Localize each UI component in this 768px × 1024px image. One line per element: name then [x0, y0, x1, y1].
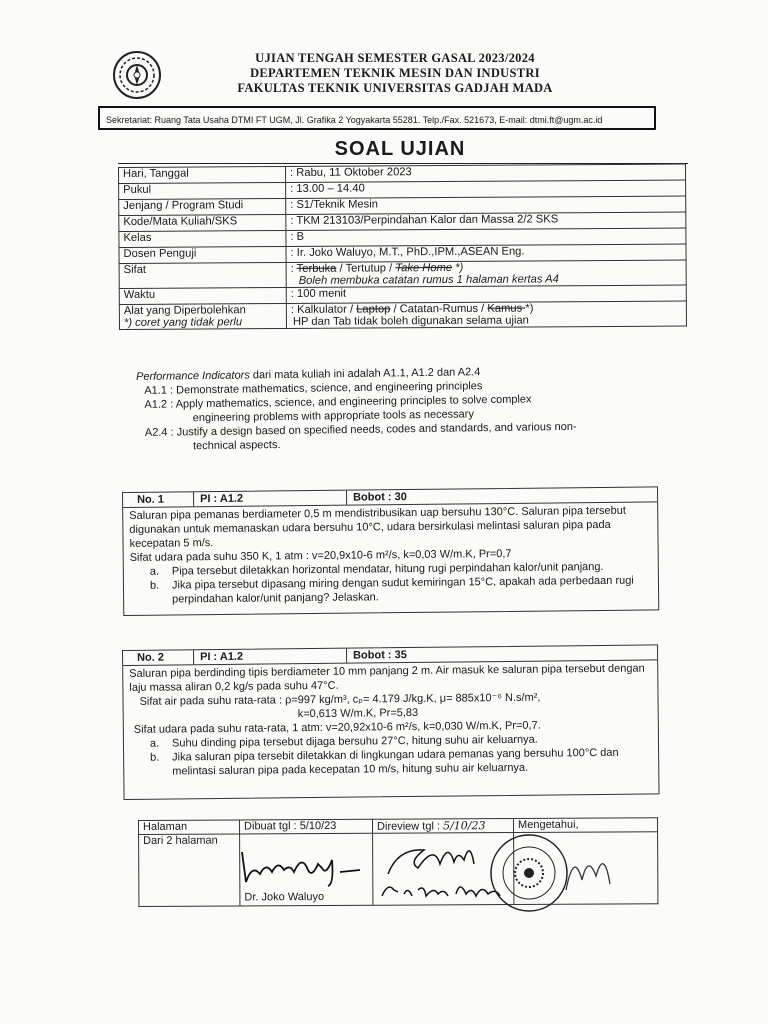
question-2 — [122, 644, 660, 800]
question-weight: Bobot : 30 — [353, 491, 407, 504]
acknowledged-label: Mengetahui, — [513, 818, 657, 833]
alat-laptop: Laptop — [356, 303, 391, 316]
department-line: DEPARTEMEN TEKNIK MESIN DAN INDUSTRI — [250, 66, 540, 80]
exam-title-line: UJIAN TENGAH SEMESTER GASAL 2023/2024 — [255, 51, 535, 65]
question-properties: Sifat udara pada suhu 350 K, 1 atm : v=20,9x10-6 m²/s, k=0,03 W/m.K, Pr=0,7 — [129, 547, 512, 564]
exam-info-table — [118, 164, 687, 330]
part-label: b. — [150, 751, 160, 764]
author-signature-icon — [236, 842, 366, 890]
sifat-option-take-home: Take Home — [395, 261, 453, 275]
part-label: a. — [149, 565, 160, 578]
question-properties-air: Sifat udara pada suhu rata-rata, 1 atm: v=20,92x10-6 m²/s, k=0,030 W/m.K, Pr=0,7. — [133, 719, 541, 736]
info-value — [286, 301, 686, 328]
question-pi: PI : A1.2 — [194, 649, 347, 665]
info-value: : 100 menit — [286, 285, 686, 303]
info-key — [119, 303, 286, 329]
info-value: : Rabu, 11 Oktober 2023 — [285, 164, 685, 182]
alat-note: HP dan Tab tidak boleh digunakan selama ujian — [292, 314, 529, 328]
alat-kalkulator: : Kalkulator / — [290, 303, 357, 316]
info-key: Kode/Mata Kuliah/SKS — [119, 214, 286, 231]
question-text: Saluran pipa pemanas berdiameter 0,5 m mendistribusikan uap bersuhu 130°C. Saluran pipa tersebut digunakan untuk memanaskan udara bersuhu 10°C, udara bersirkulasi melintasi saluran pipa pada kecepatan 5 m/s. — [129, 504, 626, 550]
sifat-option-terbuka: Terbuka — [296, 262, 337, 275]
pi-intro-italic: Performance Indicators — [136, 369, 250, 383]
question-weight: Bobot : 35 — [353, 649, 407, 662]
created-date: Dibuat tgl : 5/10/23 — [240, 819, 373, 834]
reviewed-label: Direview tgl : — [377, 820, 444, 833]
strike-note: *) coret yang tidak perlu — [123, 316, 243, 329]
info-value: : B — [286, 228, 686, 246]
sifat-colon: : — [290, 262, 297, 275]
pi-a11: A1.1 : Demonstrate mathematics, science, and engineering principles — [144, 380, 483, 397]
part-text: Suhu dinding pipa tersebut dijaga bersuhu 27°C, hitung suhu air keluarnya. — [171, 733, 538, 750]
question-part-b — [150, 745, 652, 778]
reviewed-date-handwritten: 5/10/23 — [443, 819, 486, 833]
alat-footnote-mark: *) — [525, 302, 534, 315]
info-value: : 13.00 – 14.40 — [286, 180, 686, 198]
sifat-option-tertutup: / Tertutup / — [336, 262, 396, 275]
secretariat-address: Sekretariat: Ruang Tata Usaha DTMI FT UGM, Jl. Grafika 2 Yogyakarta 55281. Telp./Fax. 521673, E-mail: dtmi.ft@ugm.ac.id — [98, 106, 656, 130]
question-number: No. 1 — [123, 492, 194, 507]
ugm-logo-icon — [112, 50, 162, 100]
question-1 — [122, 486, 659, 616]
performance-indicators — [136, 363, 657, 454]
part-text: Jika saluran pipa tersebit diletakkan di lingkungan udara pemanas yang bersuhu 100°C dan melintasi saluran pipa pada kecepatan 10 m/s, hitung suhu air keluarnya. — [172, 746, 619, 778]
page-title: SOAL UJIAN — [334, 138, 466, 160]
alat-key: Alat yang Diperbolehkan — [123, 304, 246, 317]
info-value: : Ir. Joko Waluyo, M.T., PhD.,IPM.,ASEAN Eng. — [286, 244, 686, 262]
university-stamp-icon — [488, 832, 570, 914]
faculty-line: FAKULTAS TEKNIK UNIVERSITAS GADJAH MADA — [237, 81, 553, 95]
info-value — [286, 260, 686, 287]
question-properties-water-cont: k=0,613 W/m.K, Pr=5,83 — [297, 706, 419, 721]
pi-a12: A1.2 : Apply mathematics, science, and engineering principles to solve complex — [144, 393, 532, 411]
info-key: Jenjang / Program Studi — [119, 198, 286, 215]
part-label: a. — [149, 737, 160, 750]
page-label: Halaman — [139, 820, 240, 835]
pi-a24-cont: technical aspects. — [192, 438, 281, 453]
question-text: Saluran pipa berdinding tipis berdiameter 10 mm panjang 2 m. Air masuk ke saluran pipa tersebut dengan laju massa aliran 0,2 kg/s pada suhu 47°C. — [129, 662, 645, 694]
info-value: : TKM 213103/Perpindahan Kalor dan Massa 2/2 SKS — [286, 212, 686, 230]
sifat-note: Boleh membuka catatan rumus 1 halaman kertas A4 — [298, 273, 559, 287]
info-key: Waktu — [119, 287, 286, 304]
info-key: Dosen Penguji — [119, 246, 286, 263]
pi-intro-rest: dari mata kuliah ini adalah A1.1, A1.2 dan A2.4 — [249, 366, 481, 382]
info-key: Pukul — [119, 182, 286, 199]
sifat-footnote-mark: *) — [452, 261, 464, 274]
question-properties-water: Sifat air pada suhu rata-rata : ρ=997 kg/m³, cₚ= 4.179 J/kg.K, μ= 885x10⁻⁶ N.s/m², — [139, 691, 541, 708]
part-label: b. — [149, 579, 160, 592]
acknowledgement-signature-icon — [560, 840, 620, 900]
page-count: Dari 2 halaman — [139, 834, 240, 907]
part-text: Jika pipa tersebut dipasang miring dengan sudut kemiringan 15°C, apakah ada perbedaan rugi perpindahan kalor/unit panjang? Jelaskan. — [171, 574, 634, 606]
alat-catatan: / Catatan-Rumus / — [390, 302, 488, 316]
question-part-b — [150, 573, 652, 606]
alat-kamus: Kamus — [487, 302, 526, 315]
info-value: : S1/Teknik Mesin — [286, 196, 686, 214]
question-number: No. 2 — [123, 650, 194, 665]
pi-a12-cont: engineering problems with appropriate tools as necessary — [192, 408, 475, 425]
info-key: Hari, Tanggal — [119, 166, 286, 183]
question-pi: PI : A1.2 — [194, 491, 347, 507]
pi-a24: A2.4 : Justify a design based on specified needs, codes and standards, and various non- — [144, 420, 577, 439]
info-key: Sifat — [119, 262, 286, 288]
author-name: Dr. Joko Waluyo — [244, 891, 325, 904]
part-text: Pipa tersebut diletakkan horizontal mendatar, hitung rugi perpindahan kalor/unit panjang. — [171, 560, 604, 578]
info-key: Kelas — [119, 230, 286, 247]
